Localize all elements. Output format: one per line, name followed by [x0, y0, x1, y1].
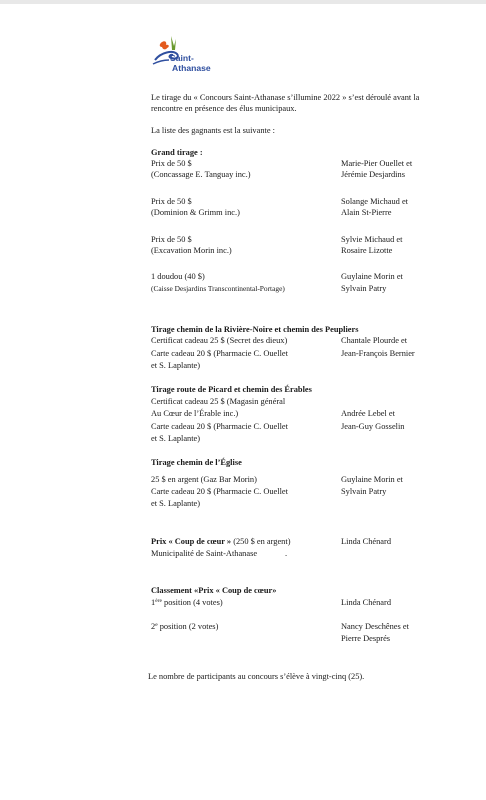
eglise-prize-line-3: et S. Laplante)	[151, 499, 201, 508]
eglise-winner-2: Sylvain Patry	[341, 487, 387, 496]
eglise-winner-1: Guylaine Morin et	[341, 475, 403, 484]
prize-1-line-1: Prix de 50 $	[151, 159, 192, 168]
classement-first-winner: Linda Chénard	[341, 598, 392, 607]
classement-second-winner-1: Nancy Deschênes et	[341, 622, 409, 631]
prize-2-line-2: (Dominion & Grimm inc.)	[151, 208, 240, 217]
prize-3-line-1: Prix de 50 $	[151, 235, 192, 244]
eglise-prize-line-2: Carte cadeau 20 $ (Pharmacie C. Ouellet	[151, 487, 288, 496]
prize-2-winner-2: Alain St-Pierre	[341, 208, 392, 217]
grand-tirage-heading: Grand tirage :	[151, 148, 203, 157]
logo-text-line1: Saint-	[170, 53, 194, 63]
page-top-border	[0, 0, 486, 4]
prize-1-line-2: (Concassage E. Tanguay inc.)	[151, 170, 251, 179]
riviere-prize-line-2: Carte cadeau 20 $ (Pharmacie C. Ouellet	[151, 349, 288, 358]
coup-de-coeur-sponsor: Municipalité de Saint-Athanase	[151, 549, 258, 558]
coup-de-coeur-title-bold: Prix « Coup de cœur »	[151, 537, 232, 546]
prize-3-winner-1: Sylvie Michaud et	[341, 235, 403, 244]
prize-4-winner-1: Guylaine Morin et	[341, 272, 403, 281]
intro-line-2: rencontre en présence des élus municipaux.	[151, 104, 297, 113]
picard-prize-line-3: Carte cadeau 20 $ (Pharmacie C. Ouellet	[151, 422, 288, 431]
prize-4-line-1: 1 doudou (40 $)	[151, 272, 205, 281]
intro-line-1: Le tirage du « Concours Saint-Athanase s’illumine 2022 » s’est déroulé avant la	[151, 93, 420, 102]
prize-4-winner-2: Sylvain Patry	[341, 284, 387, 293]
prize-3-winner-2: Rosaire Lizotte	[341, 246, 393, 255]
winners-list-intro: La liste des gagnants est la suivante :	[151, 126, 275, 135]
classement-second-position	[151, 621, 218, 632]
classement-first-label: position (4 votes)	[161, 598, 223, 607]
coup-de-coeur-title-amount: (250 $ en argent)	[231, 537, 291, 546]
classement-first-ordinal: ère	[155, 598, 162, 604]
coup-de-coeur-winner: Linda Chénard	[341, 537, 392, 546]
riviere-winner-2: Jean-François Bernier	[341, 349, 415, 358]
riviere-winner-1: Chantale Plourde et	[341, 336, 408, 345]
classement-second-label: position (2 votes)	[157, 622, 219, 631]
classement-second-number: 2	[151, 622, 156, 631]
picard-winner-1: Andrée Lebel et	[341, 409, 395, 418]
coup-de-coeur-dot: .	[285, 549, 288, 558]
picard-prize-line-4: et S. Laplante)	[151, 434, 201, 443]
classement-first-number: 1	[151, 598, 156, 607]
prize-2-line-1: Prix de 50 $	[151, 197, 192, 206]
eglise-heading: Tirage chemin de l’Église	[151, 458, 242, 467]
eglise-prize-line-1: 25 $ en argent (Gaz Bar Morin)	[151, 475, 257, 484]
picard-heading: Tirage route de Picard et chemin des Érables	[151, 385, 312, 394]
riviere-noire-heading: Tirage chemin de la Rivière-Noire et chemin des Peupliers	[151, 325, 359, 334]
classement-second-ordinal: e	[155, 622, 158, 628]
riviere-prize-line-3: et S. Laplante)	[151, 361, 201, 370]
classement-second-winner-2: Pierre Després	[341, 634, 391, 643]
picard-winner-2: Jean-Guy Gosselin	[341, 422, 405, 431]
logo-text-line2: Athanase	[172, 63, 211, 73]
prize-3-line-2: (Excavation Morin inc.)	[151, 246, 232, 255]
riviere-prize-line-1: Certificat cadeau 25 $ (Secret des dieux)	[151, 336, 288, 345]
picard-prize-line-2: Au Cœur de l’Érable inc.)	[151, 409, 239, 418]
picard-prize-line-1: Certificat cadeau 25 $ (Magasin général	[151, 397, 286, 406]
classement-first-position	[151, 597, 223, 608]
prize-4-line-2: (Caisse Desjardins Transcontinental-Portage)	[151, 284, 285, 293]
prize-2-winner-1: Solange Michaud et	[341, 197, 408, 206]
participants-count: Le nombre de participants au concours s’élève à vingt-cinq (25).	[148, 672, 365, 681]
coup-de-coeur-title	[151, 536, 291, 547]
prize-1-winner-2: Jérémie Desjardins	[341, 170, 405, 179]
prize-1-winner-1: Marie-Pier Ouellet et	[341, 159, 413, 168]
classement-heading: Classement «Prix « Coup de cœur»	[151, 586, 277, 595]
